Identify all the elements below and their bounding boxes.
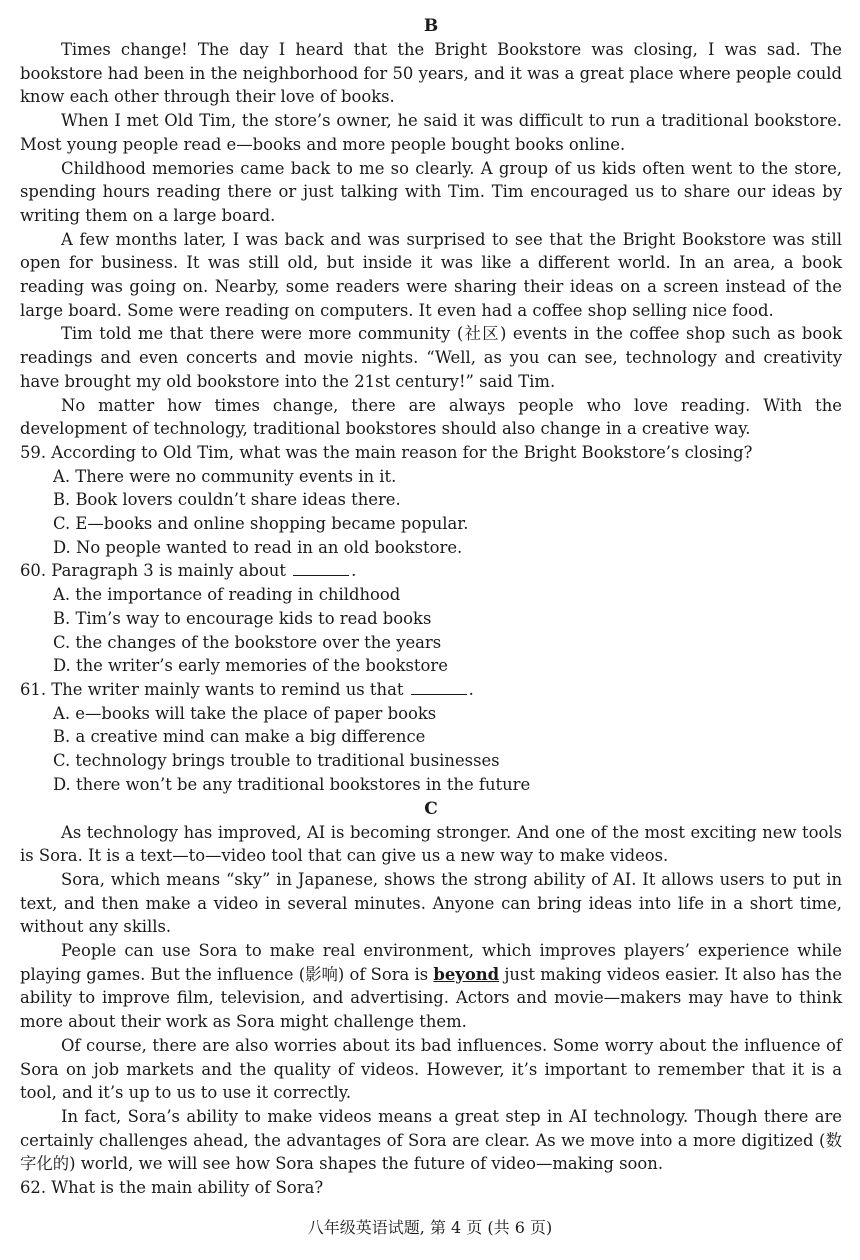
answer-blank bbox=[293, 560, 349, 576]
passage-b-paragraph-6: No matter how times change, there are always people who love reading. With the development of technology, traditional bookstores should also change in a creative way. bbox=[20, 395, 842, 439]
question-60-option-c: C. the changes of the bookstore over the years bbox=[53, 632, 442, 652]
passage-b-paragraph-4: A few months later, I was back and was surprised to see that the Bright Bookstore was still open for business. It was still old, but inside it was like a different world. In an area, a book reading was going on. Nearby, some readers were sharing their ideas on a screen instead of the large board. Some were reading on computers. It even had a coffee shop selling nice food. bbox=[20, 229, 842, 320]
passage-c-paragraph-3 bbox=[20, 939, 842, 1034]
question-60-option-a: A. the importance of reading in childhood bbox=[53, 585, 401, 605]
passage-b-paragraph-1: Times change! The day I heard that the Bright Bookstore was closing, I was sad. The bookstore had been in the neighborhood for 50 years, and it was a great place where people could know each other through their love of books. bbox=[20, 40, 842, 107]
passage-c-paragraph-4: Of course, there are also worries about its bad influences. Some worry about the influence of Sora on job markets and the quality of videos. However, it’s important to remember that it is a tool, and it’s up to us to use it correctly. bbox=[20, 1035, 842, 1103]
highlighted-word: beyond bbox=[433, 964, 500, 984]
passage-b-paragraph-2: When I met Old Tim, the store’s owner, he said it was difficult to run a traditional bookstore. Most young people read e—books and more people bought books online. bbox=[20, 111, 842, 154]
passage-c-paragraph-5: In fact, Sora’s ability to make videos means a great step in AI technology. Though there are certainly challenges ahead, the advantages of Sora are clear. As we move into a more digitized (数字化的) world, we will see how Sora shapes the future of video—making soon. bbox=[20, 1106, 842, 1174]
paragraph-3-text-before: People can use Sora to make real environment, which improves players’ experience while playing games. But the influence (影响) of Sora is bbox=[20, 941, 842, 984]
question-60-option-b: B. Tim’s way to encourage kids to read books bbox=[53, 608, 432, 628]
question-61-stem-end: . bbox=[468, 679, 474, 699]
question-59-option-a: A. There were no community events in it. bbox=[53, 466, 397, 486]
question-60-stem-text: 60. Paragraph 3 is mainly about bbox=[20, 561, 286, 581]
question-62-stem: 62. What is the main ability of Sora? bbox=[20, 1178, 324, 1198]
passage-c-paragraph-2: Sora, which means “sky” in Japanese, shows the strong ability of AI. It allows users to put in text, and then make a video in several minutes. Anyone can bring ideas into life in a short time, without any skills. bbox=[20, 869, 842, 937]
passage-b-paragraph-5: Tim told me that there were more community (社区) events in the coffee shop such as book readings and even concerts and movie nights. “Well, as you can see, technology and creativity have brought my old bookstore into the 21st century!” said Tim. bbox=[20, 324, 842, 391]
question-61-stem-text: 61. The writer mainly wants to remind us that bbox=[20, 679, 404, 699]
question-59-option-b: B. Book lovers couldn’t share ideas there. bbox=[53, 490, 401, 510]
question-61-option-a: A. e—books will take the place of paper books bbox=[53, 703, 437, 723]
question-60-option-d: D. the writer’s early memories of the bookstore bbox=[53, 656, 448, 676]
question-59-option-d: D. No people wanted to read in an old bookstore. bbox=[53, 537, 463, 557]
question-59-stem: 59. According to Old Tim, what was the main reason for the Bright Bookstore’s closing? bbox=[20, 442, 753, 462]
question-61-option-b: B. a creative mind can make a big difference bbox=[53, 727, 426, 747]
section-c-title: C bbox=[424, 798, 438, 819]
question-61-option-c: C. technology brings trouble to traditional businesses bbox=[53, 751, 500, 771]
question-61-option-d: D. there won’t be any traditional bookstores in the future bbox=[53, 774, 531, 794]
section-b-title: B bbox=[423, 16, 439, 36]
page-footer: 八年级英语试题, 第 4 页 (共 6 页) bbox=[307, 1218, 553, 1237]
passage-c-paragraph-1: As technology has improved, AI is becoming stronger. And one of the most exciting new tools is Sora. It is a text—to—video tool that can give us a new way to make videos. bbox=[20, 822, 842, 866]
answer-blank bbox=[411, 679, 467, 695]
question-60-stem bbox=[20, 559, 842, 583]
question-61-stem bbox=[20, 678, 842, 702]
question-59-option-c: C. E—books and online shopping became popular. bbox=[53, 514, 469, 534]
paragraph-3-text-after: just making videos easier. It also has the ability to improve film, television, and advertising. Actors and movie—makers may have to think more about their work as Sora might challenge them. bbox=[20, 964, 842, 1032]
passage-b-paragraph-3: Childhood memories came back to me so clearly. A group of us kids often went to the store, spending hours reading there or just talking with Tim. Tim encouraged us to share our ideas by writing them on a large board. bbox=[20, 158, 842, 225]
question-60-stem-end: . bbox=[351, 561, 357, 581]
exam-page bbox=[20, 14, 842, 1200]
